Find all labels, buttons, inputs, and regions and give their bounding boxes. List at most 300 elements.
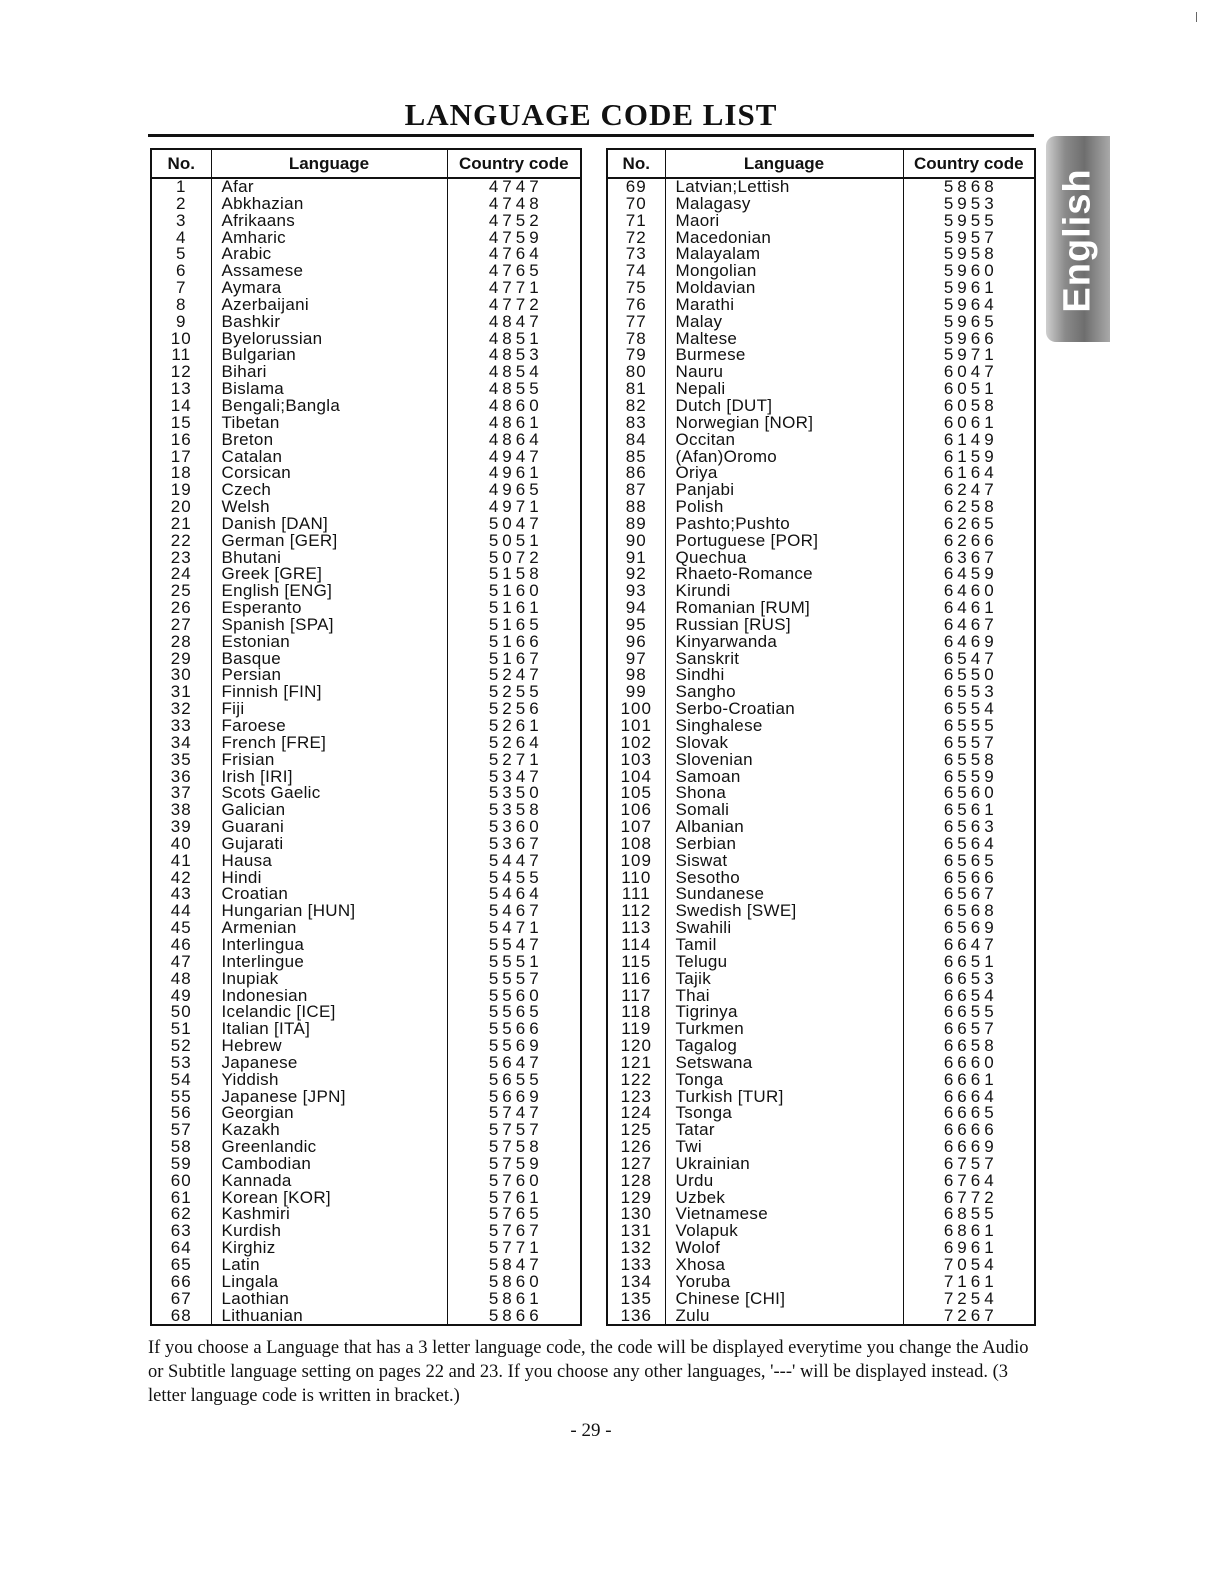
row-number: 104 (607, 769, 665, 786)
country-code: 6661 (943, 1069, 998, 1089)
row-number: 127 (607, 1156, 665, 1173)
country-code: 5261 (488, 716, 543, 735)
page-number: - 29 - (570, 1420, 612, 1441)
row-number: 4 (151, 230, 211, 247)
row-number: 10 (151, 331, 211, 348)
row-number: 30 (151, 667, 211, 684)
country-code: 6666 (943, 1120, 998, 1140)
country-code: 5860 (488, 1271, 543, 1291)
language-name: Icelandic [ICE] (211, 1004, 447, 1021)
country-code: 4961 (488, 463, 543, 483)
country-code: 6460 (943, 581, 998, 601)
row-number: 31 (151, 684, 211, 701)
language-name: Tigrinya (665, 1004, 903, 1021)
row-number: 49 (151, 988, 211, 1005)
row-number: 3 (151, 213, 211, 230)
table-row (607, 1308, 1035, 1326)
language-name: Latin (211, 1257, 447, 1274)
language-name: Samoan (665, 769, 903, 786)
language-name: Greek [GRE] (211, 566, 447, 583)
language-name: Assamese (211, 263, 447, 280)
country-code: 6553 (943, 682, 998, 702)
row-number: 103 (607, 752, 665, 769)
row-number: 55 (151, 1089, 211, 1106)
language-name: Tonga (665, 1072, 903, 1089)
row-number: 20 (151, 499, 211, 516)
country-code: 5557 (488, 968, 543, 988)
country-code: 6772 (943, 1187, 998, 1207)
country-code: 7054 (943, 1255, 998, 1274)
table-header-row (151, 149, 581, 178)
row-number: 15 (151, 415, 211, 432)
country-code: 4860 (488, 395, 543, 415)
language-name: Tajik (665, 971, 903, 988)
row-number: 65 (151, 1257, 211, 1274)
header-country-code: Country code (447, 149, 581, 178)
country-code: 5957 (943, 227, 998, 247)
language-name: Greenlandic (211, 1139, 447, 1156)
row-number: 22 (151, 533, 211, 550)
language-name: Mongolian (665, 263, 903, 280)
language-name: Malayalam (665, 246, 903, 263)
language-name: Quechua (665, 550, 903, 567)
country-code: 5960 (943, 261, 998, 281)
corner-mark (1196, 12, 1197, 22)
country-code: 7267 (943, 1305, 998, 1325)
row-number: 60 (151, 1173, 211, 1190)
country-code: 6559 (943, 766, 998, 786)
country-code: 5360 (488, 817, 543, 837)
row-number: 81 (607, 381, 665, 398)
country-code: 5167 (488, 648, 543, 668)
language-name: Thai (665, 988, 903, 1005)
row-number: 39 (151, 819, 211, 836)
language-name: Estonian (211, 634, 447, 651)
language-name: Slovak (665, 735, 903, 752)
language-name: Ukrainian (665, 1156, 903, 1173)
table-row (151, 1291, 581, 1308)
country-code: 5961 (943, 278, 998, 298)
table-row (151, 1308, 581, 1326)
language-name: Macedonian (665, 230, 903, 247)
row-number: 75 (607, 280, 665, 297)
language-name: Yiddish (211, 1072, 447, 1089)
country-code: 6569 (943, 918, 998, 938)
language-name: Turkish [TUR] (665, 1089, 903, 1106)
language-name: Lingala (211, 1274, 447, 1291)
row-number: 18 (151, 465, 211, 482)
language-name: Somali (665, 802, 903, 819)
language-name: Panjabi (665, 482, 903, 499)
row-number: 12 (151, 364, 211, 381)
country-code: 6164 (943, 463, 998, 483)
row-number: 54 (151, 1072, 211, 1089)
country-code: 5165 (488, 614, 543, 634)
language-name: Shona (665, 785, 903, 802)
language-name: French [FRE] (211, 735, 447, 752)
row-number: 24 (151, 566, 211, 583)
language-name: Burmese (665, 347, 903, 364)
country-code: 4864 (488, 429, 543, 449)
language-name: Fiji (211, 701, 447, 718)
row-number: 46 (151, 937, 211, 954)
table-header-row (607, 149, 1035, 178)
country-code: 4947 (488, 446, 543, 466)
row-number: 17 (151, 449, 211, 466)
row-number: 63 (151, 1223, 211, 1240)
table-body-right (607, 178, 1035, 1325)
row-number: 66 (151, 1274, 211, 1291)
row-number: 52 (151, 1038, 211, 1055)
language-name: Malay (665, 314, 903, 331)
language-name: Inupiak (211, 971, 447, 988)
language-name: Persian (211, 667, 447, 684)
section-tab-label: English (1056, 167, 1099, 313)
row-number: 135 (607, 1291, 665, 1308)
country-code: 5467 (488, 901, 543, 921)
country-code: 6647 (943, 934, 998, 954)
language-name: Zulu (665, 1308, 903, 1326)
row-number: 32 (151, 701, 211, 718)
row-number: 9 (151, 314, 211, 331)
row-number: 45 (151, 920, 211, 937)
title-rule (148, 134, 1034, 137)
row-number: 134 (607, 1274, 665, 1291)
language-name: Yoruba (665, 1274, 903, 1291)
country-code: 6459 (943, 564, 998, 584)
country-code: 5765 (488, 1204, 543, 1224)
country-code: 5647 (488, 1052, 543, 1072)
country-code: 6061 (943, 412, 998, 432)
language-name: Abkhazian (211, 196, 447, 213)
row-number: 89 (607, 516, 665, 533)
row-number: 125 (607, 1122, 665, 1139)
language-name: Uzbek (665, 1190, 903, 1207)
country-code: 6555 (943, 716, 998, 735)
country-code: 5971 (943, 345, 998, 365)
row-number: 91 (607, 550, 665, 567)
country-code: 6855 (943, 1204, 998, 1224)
language-name: German [GER] (211, 533, 447, 550)
country-code: 5547 (488, 934, 543, 954)
country-code: 5161 (488, 598, 543, 618)
language-name: Siswat (665, 853, 903, 870)
row-number: 26 (151, 600, 211, 617)
language-name: Urdu (665, 1173, 903, 1190)
table-row (151, 752, 581, 769)
row-number: 70 (607, 196, 665, 213)
language-name: Maori (665, 213, 903, 230)
language-name: Basque (211, 651, 447, 668)
country-code: 6665 (943, 1103, 998, 1123)
language-name: Romanian [RUM] (665, 600, 903, 617)
language-name: Nepali (665, 381, 903, 398)
language-name: Hungarian [HUN] (211, 903, 447, 920)
country-code: 6566 (943, 867, 998, 887)
country-code: 6565 (943, 850, 998, 870)
row-number: 110 (607, 870, 665, 887)
row-number: 25 (151, 583, 211, 600)
row-number: 82 (607, 398, 665, 415)
country-code: 5455 (488, 867, 543, 887)
country-code: 5965 (943, 311, 998, 331)
row-number: 72 (607, 230, 665, 247)
country-code: 6266 (943, 530, 998, 550)
country-code: 6658 (943, 1036, 998, 1056)
row-number: 100 (607, 701, 665, 718)
row-number: 35 (151, 752, 211, 769)
language-name: (Afan)Oromo (665, 449, 903, 466)
language-name: Swahili (665, 920, 903, 937)
language-name: Japanese (211, 1055, 447, 1072)
row-number: 131 (607, 1223, 665, 1240)
country-code: 5471 (488, 918, 543, 938)
row-number: 76 (607, 297, 665, 314)
row-number: 37 (151, 785, 211, 802)
country-code: 6563 (943, 817, 998, 837)
table-body-left (151, 178, 581, 1325)
language-name: Bhutani (211, 550, 447, 567)
row-number: 130 (607, 1206, 665, 1223)
language-name: Kurdish (211, 1223, 447, 1240)
country-code: 6564 (943, 833, 998, 853)
language-name: Moldavian (665, 280, 903, 297)
row-number: 53 (151, 1055, 211, 1072)
country-code: 6651 (943, 951, 998, 971)
language-name: Georgian (211, 1105, 447, 1122)
country-code: 6467 (943, 614, 998, 634)
table-row (151, 432, 581, 449)
country-code: 6159 (943, 446, 998, 466)
language-name: Kirghiz (211, 1240, 447, 1257)
country-code: 5966 (943, 328, 998, 348)
country-code: 4971 (488, 497, 543, 517)
language-name: Japanese [JPN] (211, 1089, 447, 1106)
country-code: 5072 (488, 547, 543, 567)
country-code: 4855 (488, 379, 543, 399)
row-number: 80 (607, 364, 665, 381)
row-number: 101 (607, 718, 665, 735)
header-language: Language (211, 149, 447, 178)
language-name: Galician (211, 802, 447, 819)
country-code: 6560 (943, 783, 998, 803)
country-code: 4847 (488, 311, 543, 331)
row-number: 107 (607, 819, 665, 836)
row-number: 14 (151, 398, 211, 415)
country-code: 6655 (943, 1002, 998, 1022)
country-code: 5767 (488, 1221, 543, 1241)
row-number: 41 (151, 853, 211, 870)
row-number: 29 (151, 651, 211, 668)
language-name: Marathi (665, 297, 903, 314)
country-code: 6669 (943, 1137, 998, 1157)
country-code: 5761 (488, 1187, 543, 1207)
country-code: 4748 (488, 193, 543, 213)
language-name: Tagalog (665, 1038, 903, 1055)
language-name: Hausa (211, 853, 447, 870)
table-row (607, 971, 1035, 988)
language-name: Faroese (211, 718, 447, 735)
row-number: 64 (151, 1240, 211, 1257)
table-row (151, 213, 581, 230)
language-name: Albanian (665, 819, 903, 836)
language-name: Irish [IRI] (211, 769, 447, 786)
language-name: Frisian (211, 752, 447, 769)
row-number: 36 (151, 769, 211, 786)
row-number: 59 (151, 1156, 211, 1173)
row-number: 93 (607, 583, 665, 600)
row-number: 132 (607, 1240, 665, 1257)
row-number: 102 (607, 735, 665, 752)
row-number: 7 (151, 280, 211, 297)
country-code: 6657 (943, 1019, 998, 1039)
language-name: Czech (211, 482, 447, 499)
country-code: 5758 (488, 1137, 543, 1157)
row-number: 48 (151, 971, 211, 988)
country-code: 5847 (488, 1255, 543, 1274)
country-code: 6660 (943, 1052, 998, 1072)
language-name: Kinyarwanda (665, 634, 903, 651)
page-title: LANGUAGE CODE LIST (404, 97, 778, 132)
language-name: Korean [KOR] (211, 1190, 447, 1207)
language-name: Aymara (211, 280, 447, 297)
language-name: Cambodian (211, 1156, 447, 1173)
language-name: Bulgarian (211, 347, 447, 364)
row-number: 108 (607, 836, 665, 853)
language-name: Kazakh (211, 1122, 447, 1139)
row-number: 87 (607, 482, 665, 499)
country-code: 4747 (488, 177, 543, 196)
language-name: Tamil (665, 937, 903, 954)
country-code: 5551 (488, 951, 543, 971)
language-name: Interlingua (211, 937, 447, 954)
row-number: 123 (607, 1089, 665, 1106)
row-number: 105 (607, 785, 665, 802)
row-number: 50 (151, 1004, 211, 1021)
row-number: 86 (607, 465, 665, 482)
country-code: 4851 (488, 328, 543, 348)
country-code: 6664 (943, 1086, 998, 1106)
language-name: Laothian (211, 1291, 447, 1308)
country-code: 5866 (488, 1305, 543, 1325)
row-number: 62 (151, 1206, 211, 1223)
country-code: 5464 (488, 884, 543, 904)
footnote: If you choose a Language that has a 3 letter language code, the code will be displayed everytime you change the Audio or Subtitle language setting on pages 22 and 23. If you choose any other languages, '---' will be displayed instead. (3 letter language code is written in bracket.) (148, 1338, 1029, 1406)
row-number: 69 (607, 178, 665, 196)
row-number: 40 (151, 836, 211, 853)
row-number: 16 (151, 432, 211, 449)
section-tab-label-wrap (1050, 150, 1106, 330)
country-code: 5868 (943, 177, 998, 196)
row-number: 23 (151, 550, 211, 567)
row-number: 11 (151, 347, 211, 364)
language-name: Swedish [SWE] (665, 903, 903, 920)
table-row (607, 1291, 1035, 1308)
language-name: Kashmiri (211, 1206, 447, 1223)
country-code: 6149 (943, 429, 998, 449)
row-number: 128 (607, 1173, 665, 1190)
language-name: Nauru (665, 364, 903, 381)
country-code: 4759 (488, 227, 543, 247)
country-code: 6861 (943, 1221, 998, 1241)
language-name: Indonesian (211, 988, 447, 1005)
language-name: Twi (665, 1139, 903, 1156)
country-code: 5247 (488, 665, 543, 685)
language-name: Guarani (211, 819, 447, 836)
row-number: 92 (607, 566, 665, 583)
country-code: 5861 (488, 1288, 543, 1308)
row-number: 8 (151, 297, 211, 314)
language-name: Welsh (211, 499, 447, 516)
row-number: 67 (151, 1291, 211, 1308)
row-number: 96 (607, 634, 665, 651)
row-number: 119 (607, 1021, 665, 1038)
country-code: 5953 (943, 193, 998, 213)
country-code: 5958 (943, 244, 998, 264)
country-code: 6265 (943, 513, 998, 533)
row-number: 115 (607, 954, 665, 971)
row-number: 77 (607, 314, 665, 331)
country-code: 6757 (943, 1153, 998, 1173)
language-name: Afar (211, 178, 447, 196)
language-name: Azerbaijani (211, 297, 447, 314)
language-name: Finnish [FIN] (211, 684, 447, 701)
country-code: 6554 (943, 699, 998, 719)
country-code: 5264 (488, 732, 543, 752)
language-name: Volapuk (665, 1223, 903, 1240)
row-number: 5 (151, 246, 211, 263)
country-code: 4771 (488, 278, 543, 298)
language-name: Hebrew (211, 1038, 447, 1055)
row-number: 90 (607, 533, 665, 550)
country-code: 5566 (488, 1019, 543, 1039)
row-number: 120 (607, 1038, 665, 1055)
language-name: Lithuanian (211, 1308, 447, 1326)
country-code: 5757 (488, 1120, 543, 1140)
language-name: Wolof (665, 1240, 903, 1257)
language-name: Amharic (211, 230, 447, 247)
country-code: 5255 (488, 682, 543, 702)
row-number: 124 (607, 1105, 665, 1122)
row-number: 116 (607, 971, 665, 988)
language-name: Corsican (211, 465, 447, 482)
row-number: 84 (607, 432, 665, 449)
country-code: 5160 (488, 581, 543, 601)
country-code: 4772 (488, 294, 543, 314)
row-number: 121 (607, 1055, 665, 1072)
row-number: 6 (151, 263, 211, 280)
row-number: 118 (607, 1004, 665, 1021)
row-number: 95 (607, 617, 665, 634)
country-code: 5560 (488, 985, 543, 1005)
country-code: 7161 (943, 1271, 998, 1291)
language-name: Rhaeto-Romance (665, 566, 903, 583)
language-name: Vietnamese (665, 1206, 903, 1223)
language-name: Spanish [SPA] (211, 617, 447, 634)
language-name: Portuguese [POR] (665, 533, 903, 550)
language-name: Catalan (211, 449, 447, 466)
country-code: 6653 (943, 968, 998, 988)
language-name: Danish [DAN] (211, 516, 447, 533)
language-name: Esperanto (211, 600, 447, 617)
row-number: 133 (607, 1257, 665, 1274)
language-name: Byelorussian (211, 331, 447, 348)
row-number: 56 (151, 1105, 211, 1122)
table-row (151, 971, 581, 988)
country-code: 5565 (488, 1002, 543, 1022)
row-number: 58 (151, 1139, 211, 1156)
language-name: Dutch [DUT] (665, 398, 903, 415)
